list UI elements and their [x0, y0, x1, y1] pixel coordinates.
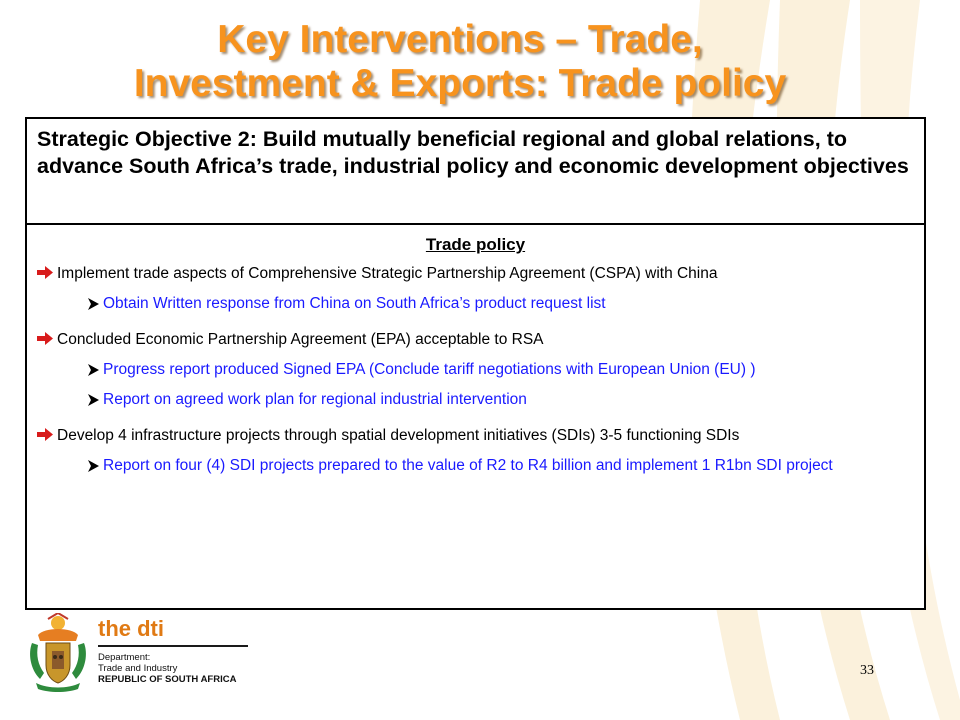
main-bullet-text: Concluded Economic Partnership Agreement (EPA) acceptable to RSA: [57, 331, 544, 348]
sub-bullet-text: Report on four (4) SDI projects prepared to the value of R2 to R4 billion and implement 1 R1bn SDI project: [103, 457, 833, 474]
section-heading: Trade policy: [425, 235, 526, 254]
content-cell: [27, 225, 924, 477]
sub-bullet-line: [87, 359, 914, 381]
main-bullet-text: Implement trade aspects of Comprehensive Strategic Partnership Agreement (CSPA) with China: [57, 265, 718, 282]
brand-line-republic: REPUBLIC OF SOUTH AFRICA: [98, 674, 237, 685]
main-bullet-line: [37, 263, 914, 285]
brand-name: the dti: [98, 616, 164, 641]
main-bullet-line: [37, 329, 914, 351]
sub-bullet-text: Obtain Written response from China on South Africa’s product request list: [103, 295, 606, 312]
red-arrow-icon: [37, 266, 53, 279]
list-item: [37, 329, 914, 411]
main-bullet-line: [37, 425, 914, 447]
chevron-icon: [87, 460, 100, 472]
sub-bullet-line: [87, 455, 914, 477]
sub-bullet-text: Report on agreed work plan for regional industrial intervention: [103, 391, 527, 408]
main-bullet-text: Develop 4 infrastructure projects through spatial development initiatives (SDIs) 3-5 functioning SDIs: [57, 427, 740, 444]
brand-line-trade-industry: Trade and Industry: [98, 663, 178, 674]
sub-bullet-text: Progress report produced Signed EPA (Conclude tariff negotiations with European Union (EU) ): [103, 361, 756, 378]
sub-bullet-line: [87, 389, 914, 411]
chevron-icon: [87, 364, 100, 376]
page-number: 33: [860, 663, 874, 678]
title-line-1: Key Interventions – Trade,: [217, 18, 703, 61]
title-line-2: Investment & Exports: Trade policy: [133, 62, 787, 105]
chevron-icon: [87, 394, 100, 406]
chevron-icon: [87, 298, 100, 310]
red-arrow-icon: [37, 332, 53, 345]
coat-of-arms-icon: [26, 613, 90, 693]
brand-divider: [98, 645, 248, 647]
content-table: [25, 117, 926, 610]
slide-title: [20, 18, 900, 106]
brand-line-department: Department:: [98, 652, 151, 663]
strategic-objective: Strategic Objective 2: Build mutually beneficial regional and global relations, to advance South Africa’s trade, industrial policy and economic development objectives: [27, 119, 924, 225]
list-item: [37, 425, 914, 477]
dti-logo: [26, 613, 256, 693]
sub-bullet-line: [87, 293, 914, 315]
red-arrow-icon: [37, 428, 53, 441]
dti-brand: [98, 617, 258, 685]
list-item: [37, 263, 914, 315]
